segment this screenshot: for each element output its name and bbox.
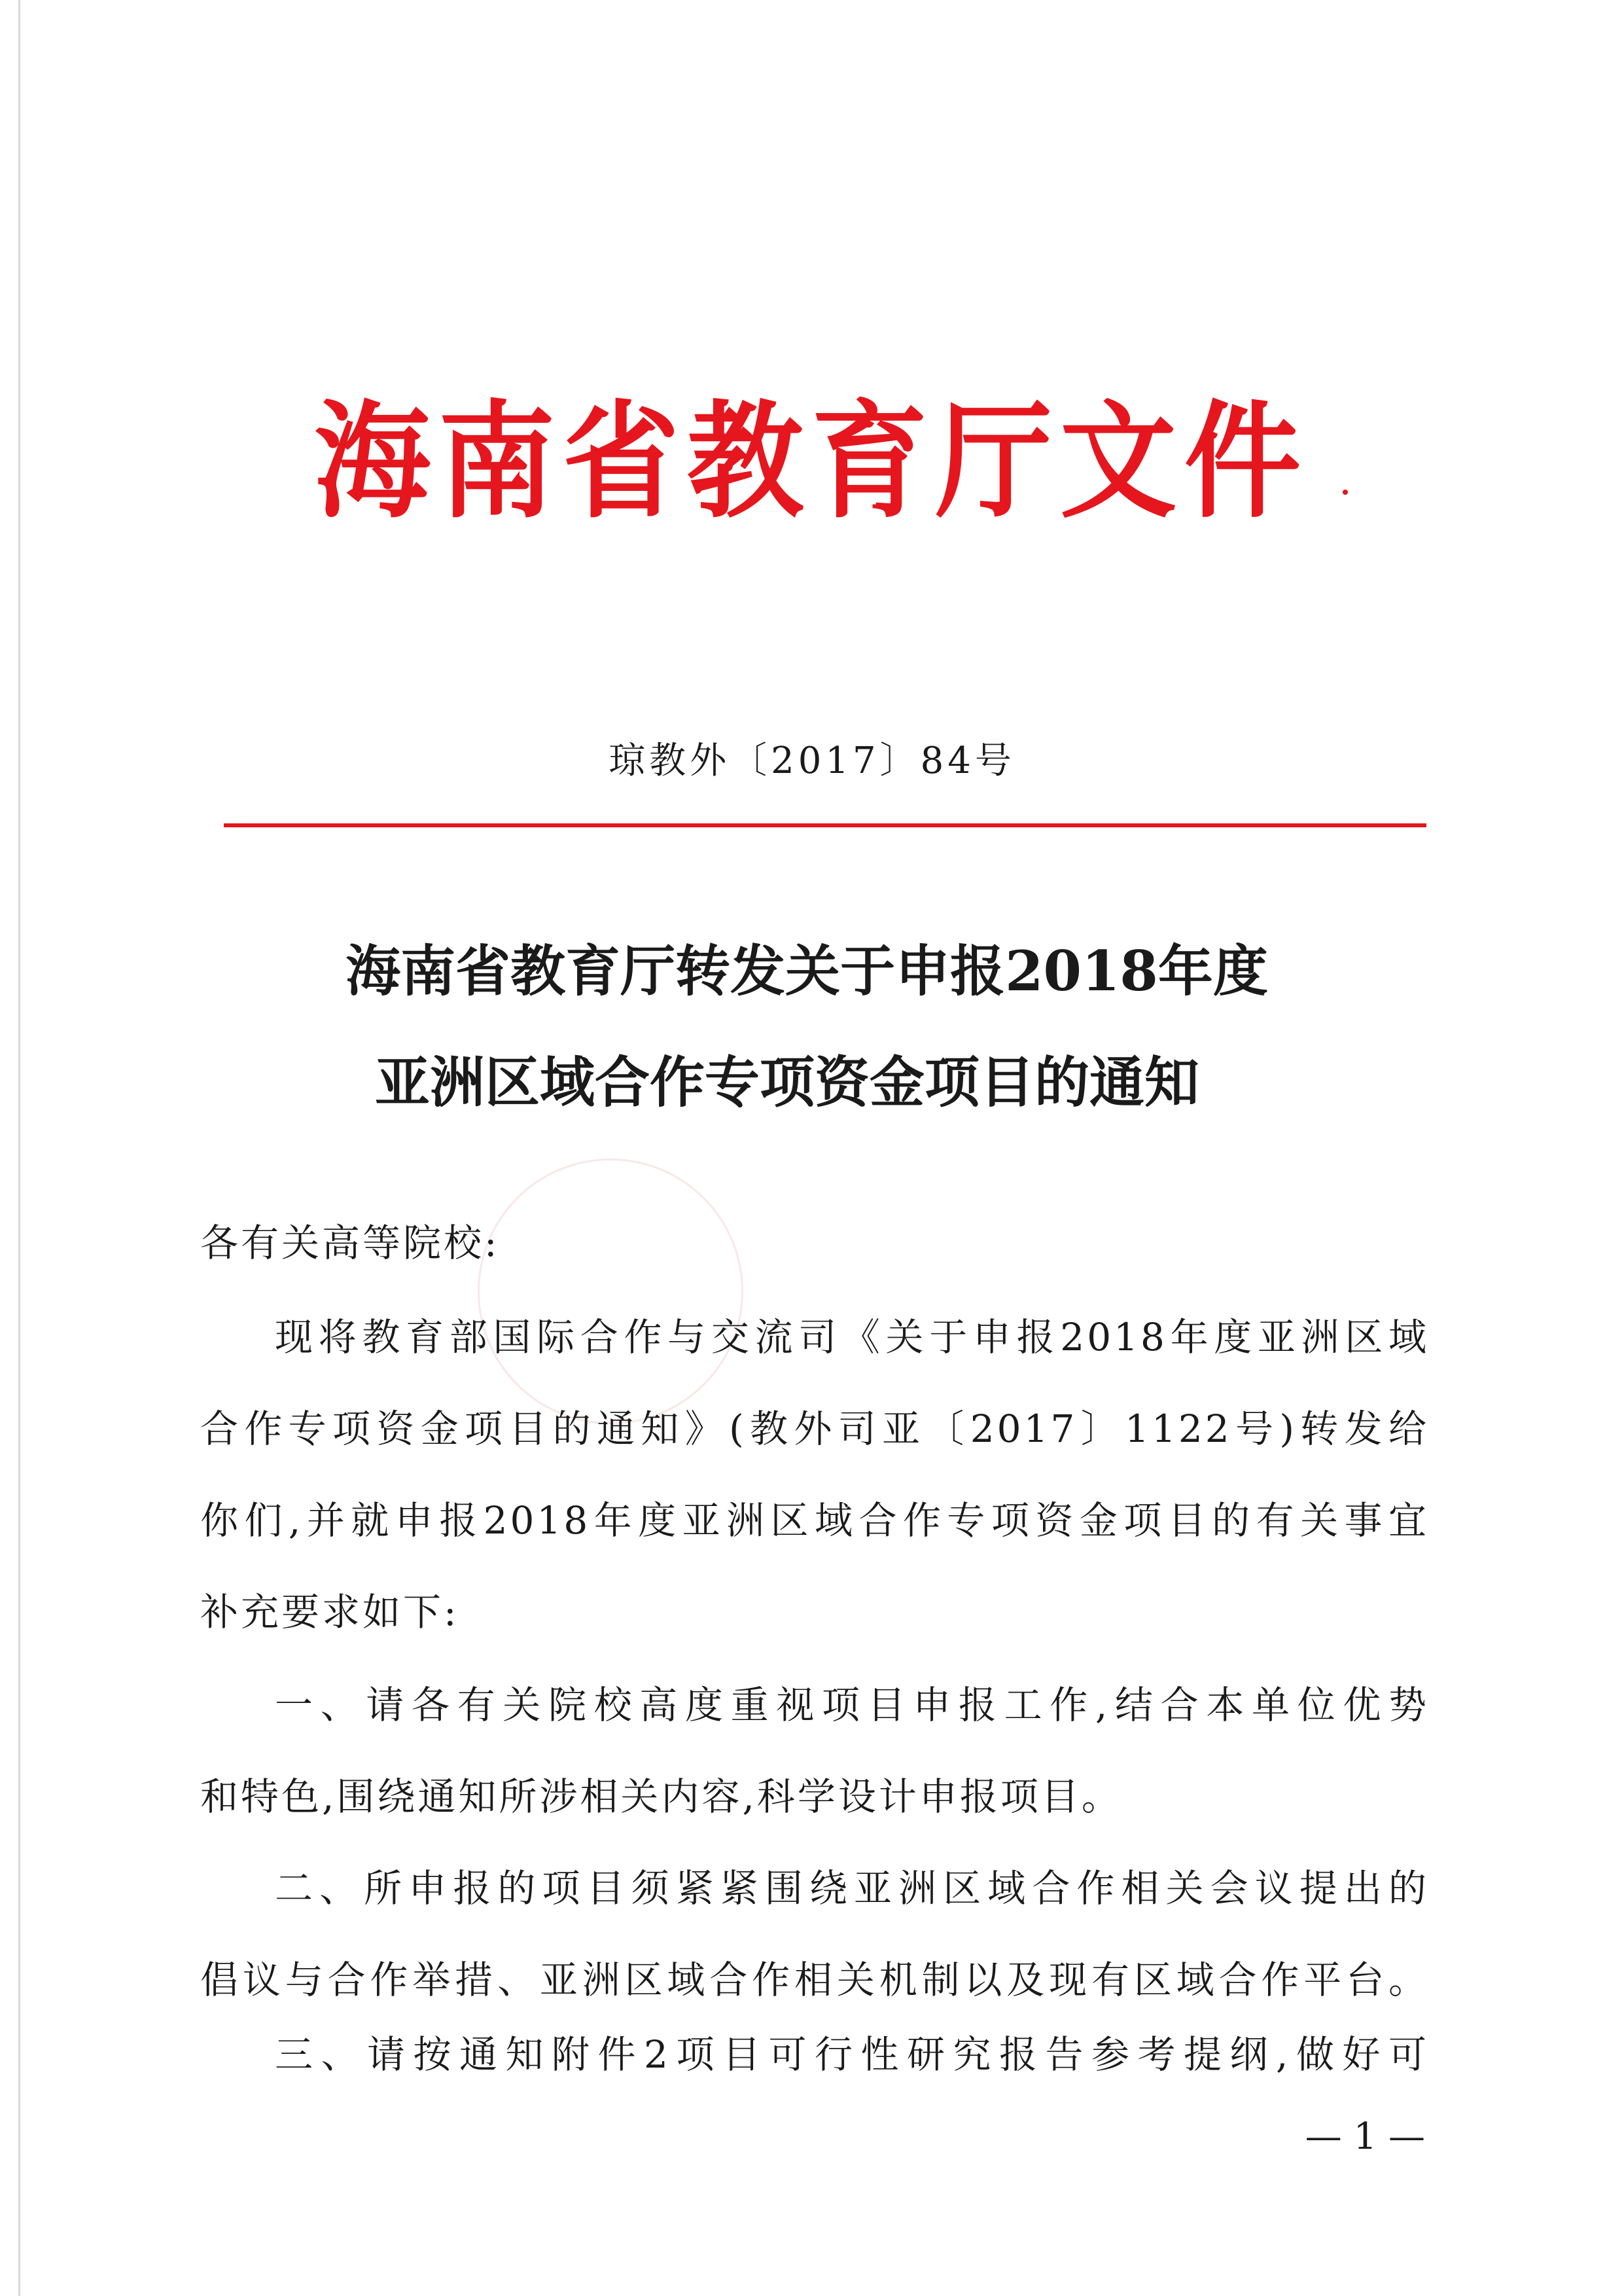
notice-title-line-1: 海南省教育厅转发关于申报2018年度: [345, 939, 1268, 1003]
notice-title-line-2: 亚洲区域合作专项资金项目的通知: [374, 1050, 1199, 1115]
body-line-2: 合作专项资金项目的通知》(教外司亚〔2017〕1122号)转发给: [200, 1407, 1429, 1451]
document-number: 琼教外〔2017〕84号: [609, 740, 1015, 782]
salutation: 各有关高等院校:: [200, 1221, 500, 1265]
body-line-5: 一、请各有关院校高度重视项目申报工作,结合本单位优势: [275, 1683, 1429, 1727]
document-header-title: 海南省教育厅文件: [314, 388, 1309, 535]
body-line-9: 三、请按通知附件2项目可行性研究报告参考提纲,做好可: [275, 2032, 1429, 2077]
body-line-7: 二、所申报的项目须紧紧围绕亚洲区域合作相关会议提出的: [275, 1866, 1429, 1910]
page-number: — 1 —: [1305, 2115, 1425, 2158]
header-dot: [1343, 490, 1348, 495]
faint-seal-stamp: [478, 1158, 743, 1424]
body-line-8: 倡议与合作举措、亚洲区域合作相关机制以及现有区域合作平台。: [200, 1958, 1429, 2002]
body-line-6: 和特色,围绕通知所涉相关内容,科学设计申报项目。: [200, 1774, 1122, 1819]
body-line-1: 现将教育部国际合作与交流司《关于申报2018年度亚洲区域: [275, 1315, 1429, 1359]
scan-edge-line: [18, 0, 20, 2296]
body-line-4: 补充要求如下:: [200, 1590, 459, 1634]
red-separator-rule: [224, 823, 1426, 827]
body-line-3: 你们,并就申报2018年度亚洲区域合作专项资金项目的有关事宜: [200, 1498, 1429, 1543]
